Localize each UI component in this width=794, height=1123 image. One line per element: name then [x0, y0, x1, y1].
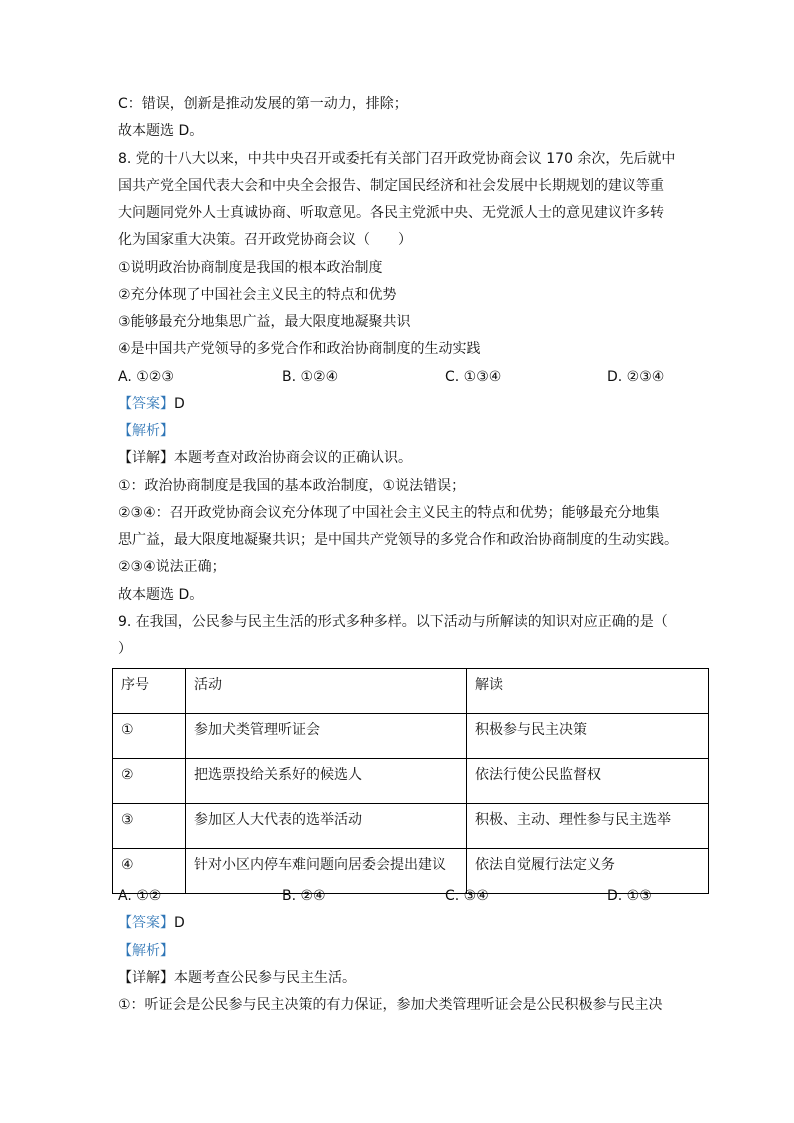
q9-option-a: A. ①② [118, 888, 162, 904]
detail-label: 【详解】 [118, 969, 174, 986]
q8-stem-line: 国共产党全国代表大会和中央全会报告、制定国民经济和社会发展中长期规划的建议等重 [118, 177, 664, 194]
q9-table [112, 668, 709, 894]
table-row [113, 759, 709, 804]
table-cell: ④ [113, 849, 186, 894]
question-8-section [118, 91, 718, 663]
table-cell: 依法自觉履行法定义务 [467, 849, 709, 894]
q8-stem-line: 化为国家重大决策。召开政党协商会议（ ） [118, 232, 412, 249]
q9-analysis-label: 【解析】 [118, 942, 174, 959]
table-header-row [113, 669, 709, 714]
table-cell: 参加区人大代表的选举活动 [186, 804, 467, 849]
q8-option-b: B. ①②④ [282, 368, 339, 385]
answer-value: D [174, 395, 185, 412]
q8-statement: ①说明政治协商制度是我国的根本政治制度 [118, 259, 383, 276]
detail-text: 本题考查对政治协商会议的正确认识。 [174, 450, 412, 467]
answer-label: 【答案】 [118, 915, 174, 932]
header-cell: 序号 [113, 669, 186, 714]
q8-detail-line: 故本题选 D。 [118, 586, 204, 603]
q8-stem-line: 8. 党的十八大以来，中共中央召开或委托有关部门召开政党协商会议 170 余次，先后就中 [118, 150, 676, 167]
q9-detail [118, 965, 718, 992]
q8-option-c: C. ①③④ [445, 368, 502, 385]
prev-explanation-c: C：错误，创新是推动发展的第一动力，排除； [118, 96, 408, 112]
q8-answer [118, 391, 718, 418]
prev-conclusion: 故本题选 D。 [118, 123, 204, 140]
table-row [113, 714, 709, 759]
q8-statement: ④是中国共产党领导的多党合作和政治协商制度的生动实践 [118, 341, 481, 358]
q8-options [118, 364, 718, 391]
detail-text: 本题考查公民参与民主生活。 [174, 969, 356, 986]
q8-detail [118, 445, 718, 472]
table-cell: ② [113, 759, 186, 804]
q8-option-d: D. ②③④ [607, 368, 665, 385]
q9-option-b: B. ②④ [282, 888, 326, 904]
q8-option-a: A. ①②③ [118, 368, 174, 385]
q8-stem-line: 大问题同党外人士真诚协商、听取意见。各民主党派中央、无党派人士的意见建议许多转 [118, 205, 664, 221]
q8-detail-line: ②③④说法正确； [118, 559, 226, 576]
q8-detail-line: ①：政治协商制度是我国的基本政治制度，①说法错误； [118, 477, 466, 494]
table-cell: 把选票投给关系好的候选人 [186, 759, 467, 804]
question-9-answer-section [118, 883, 718, 1019]
table-cell: ③ [113, 804, 186, 849]
q9-options [118, 883, 718, 910]
table-cell: 积极参与民主决策 [467, 714, 709, 759]
q9-stem-line: 9. 在我国，公民参与民主生活的形式多种多样。以下活动与所解读的知识对应正确的是（ [118, 613, 668, 630]
table-cell: 积极、主动、理性参与民主选举 [467, 804, 709, 849]
q9-option-d: D. ①③ [607, 888, 652, 904]
q8-analysis-label: 【解析】 [118, 423, 174, 439]
header-cell: 活动 [186, 669, 467, 714]
answer-value: D [174, 915, 185, 932]
q9-answer [118, 910, 718, 937]
q8-detail-line: 思广益，最大限度地凝聚共识；是中国共产党领导的多党合作和政治协商制度的生动实践。 [118, 532, 678, 548]
q8-statement: ②充分体现了中国社会主义民主的特点和优势 [118, 286, 397, 303]
table-cell: 针对小区内停车难问题向居委会提出建议 [186, 849, 467, 894]
q8-detail-line: ②③④：召开政党协商会议充分体现了中国社会主义民主的特点和优势；能够最充分地集 [118, 504, 660, 521]
table-row [113, 804, 709, 849]
answer-label: 【答案】 [118, 395, 174, 412]
q9-option-c: C. ③④ [445, 888, 489, 904]
q8-statement: ③能够最充分地集思广益，最大限度地凝聚共识 [118, 314, 411, 330]
header-cell: 解读 [467, 669, 709, 714]
q9-stem-line: ） [118, 641, 132, 657]
table-cell: 参加犬类管理听证会 [186, 714, 467, 759]
table-cell: 依法行使公民监督权 [467, 759, 709, 804]
table-cell: ① [113, 714, 186, 759]
q9-detail-line: ①：听证会是公民参与民主决策的有力保证，参加犬类管理听证会是公民积极参与民主决 [118, 997, 663, 1013]
detail-label: 【详解】 [118, 450, 174, 467]
